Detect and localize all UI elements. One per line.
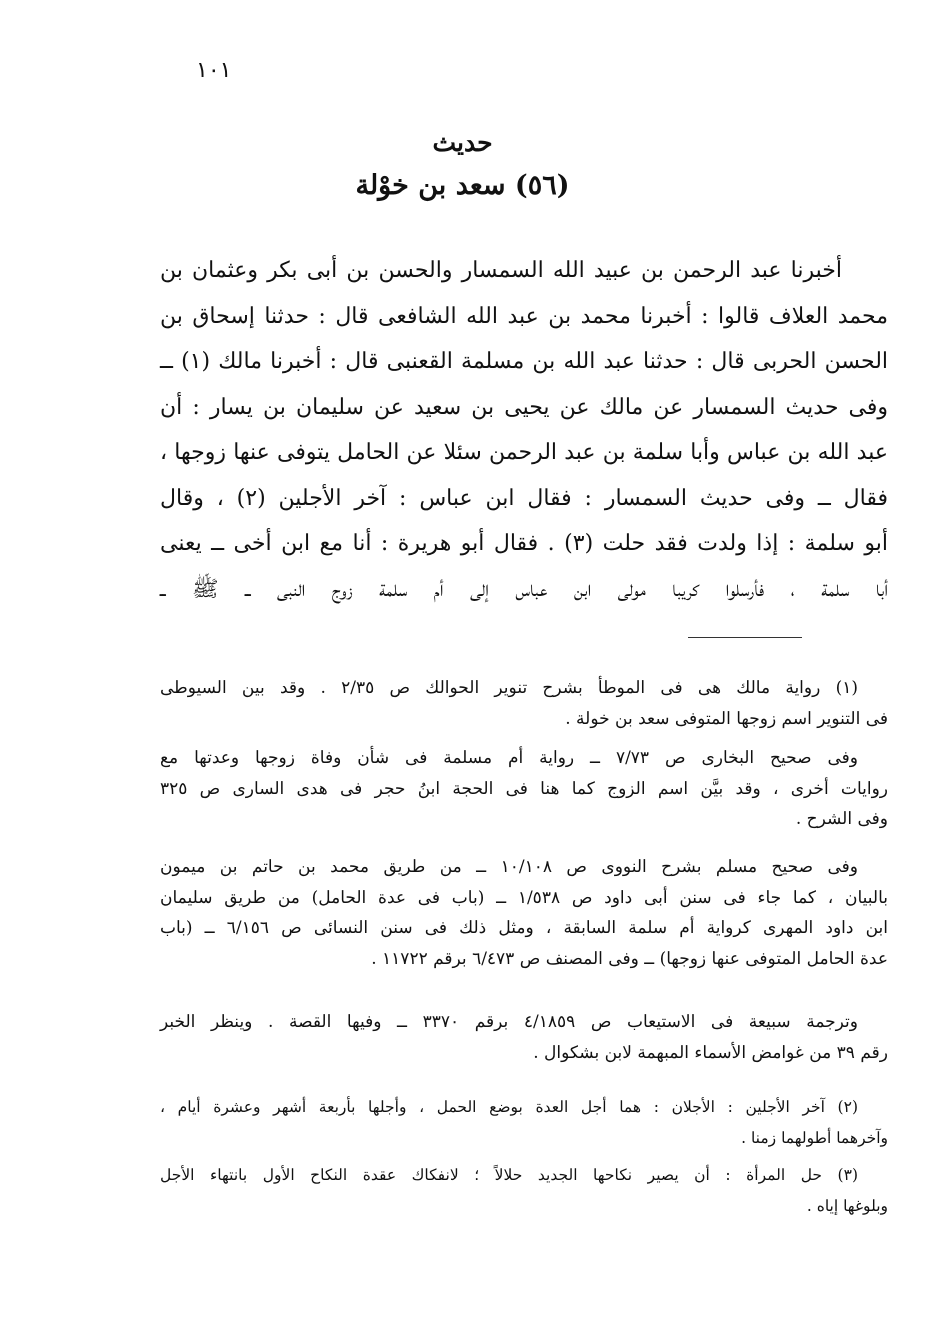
body-line: فقال ــ وفى حديث السمسار : فقال ابن عباس : آخر الأجلين (٢) ، وقال	[160, 485, 888, 511]
footnote-1-paragraph-2	[160, 743, 888, 835]
footnote-line: وبلوغها إياه .	[806, 1196, 888, 1215]
footnote-separator	[688, 637, 802, 638]
page-number: ١٠١	[196, 58, 232, 83]
footnote-line: عدة الحامل المتوفى عنها زوجها) ــ وفى المصنف ص ٦/٤٧٣ برقم ١١٧٢٢ .	[371, 948, 888, 969]
section-heading: حديث	[432, 128, 493, 157]
footnote-1	[160, 673, 888, 734]
footnote-3	[160, 1160, 888, 1221]
footnote-line: وفى صحيح البخارى ص ٧/٧٣ ــ رواية أم مسلمة فى شأن وفاة زوجها وعدتها مع	[160, 748, 858, 768]
footnote-line: (٣) حل المرأة : أن يصير نكاحها الجديد حلالاً ؛ لانفكاك عقدة النكاح الأول بانتهاء الأجل	[160, 1166, 858, 1184]
footnote-line: وفى الشرح .	[795, 809, 888, 829]
footnote-line: (٢) آخر الأجلين : الأجلان : هما أجل العدة بوضع الحمل ، وأجلها بأربعة أشهر وعشرة أيام ،	[160, 1098, 858, 1116]
footnote-line: بالبيان ، كما جاء فى سنن أبى داود ص ١/٥٣٨ ــ (باب فى عدة الحامل) من طريق سليمان	[160, 887, 889, 908]
body-line: عبد الله بن عباس وأبا سلمة بن عبد الرحمن سئلا عن الحامل يتوفى عنها زوجها ،	[160, 440, 888, 465]
footnote-line: روايات أخرى ، وقد بيَّن اسم الزوج كما هنا فى الحجة ابنُ حجر فى هدى السارى ص ٣٢٥	[160, 778, 888, 799]
footnote-line: وآخرهما أطولهما زمنا .	[741, 1128, 888, 1147]
body-line: أبا سلمة ، فأرسلوا كريبا مولى ابن عباس إلى أم سلمة زوج النبى ــ ﷺ ــ	[160, 576, 889, 602]
footnote-line: وفى صحيح مسلم بشرح النووى ص ١٠/١٠٨ ــ من طريق محمد بن حاتم بن ميمون	[160, 857, 858, 877]
chapter-title: (٥٦) سعد بن خوْلة	[355, 170, 570, 201]
body-line: أبو سلمة : إذا ولدت فقد حلت (٣) . فقال أبو هريرة : أنا مع ابن أخى ــ يعنى	[160, 531, 888, 556]
footnote-line: وترجمة سبيعة فى الاستيعاب ص ٤/١٨٥٩ برقم ٣٣٧٠ ــ وفيها القصة . وينظر الخبر	[160, 1012, 858, 1032]
footnote-line: (١) رواية مالك هى فى الموطأ بشرح تنوير الحوالك ص ٢/٣٥ . وقد بين السيوطى	[160, 678, 858, 698]
footnote-line: ابن داود المهرى كرواية أم سلمة السابقة ، ومثل ذلك فى سنن النسائى ص ٦/١٥٦ ــ (باب	[160, 918, 888, 938]
footnote-1-paragraph-3	[160, 852, 888, 974]
footnote-line: فى التنوير اسم زوجها المتوفى سعد بن خولة .	[565, 708, 888, 729]
footnote-line: رقم ٣٩ من غوامض الأسماء المبهمة لابن بشكوال .	[533, 1042, 888, 1063]
body-line: الحسن الحربى قال : حدثنا عبد الله بن مسلمة القعنبى قال : أخبرنا مالك (١) ــ	[160, 349, 889, 374]
body-line: أخبرنا عبد الرحمن بن عبيد الله السمسار والحسن بن أبى بكر وعثمان بن	[160, 258, 842, 283]
footnote-2	[160, 1092, 888, 1153]
body-line: محمد العلاف قالوا : أخبرنا محمد بن عبد الله الشافعى قال : حدثنا إسحاق بن	[160, 303, 888, 329]
main-text	[160, 248, 888, 612]
footnote-1-paragraph-4	[160, 1007, 888, 1068]
body-line: وفى حديث السمسار عن مالك عن يحيى بن سعيد عن سليمان بن يسار : أن	[160, 394, 888, 420]
